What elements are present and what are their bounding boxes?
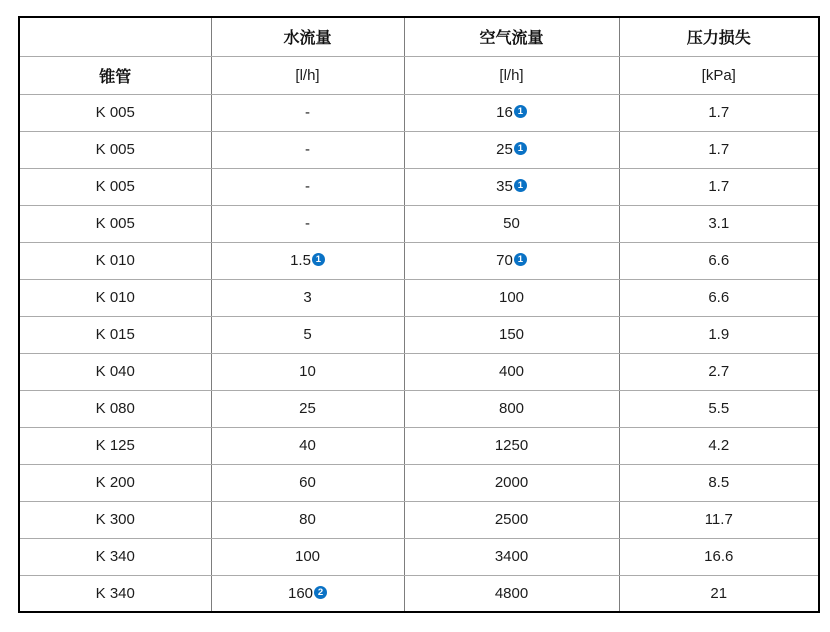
cell-cone xyxy=(19,316,211,353)
pressure-loss-value: 5.5 xyxy=(708,400,730,417)
cell-water-flow xyxy=(211,353,404,390)
header-blank-cell xyxy=(19,17,211,56)
cone-value: K 015 xyxy=(95,326,135,343)
air-flow-value: 70 xyxy=(496,252,513,269)
table-row xyxy=(19,464,819,501)
cell-air-flow xyxy=(404,131,619,168)
cell-water-flow xyxy=(211,427,404,464)
water-flow-value: 5 xyxy=(303,326,312,343)
table-row xyxy=(19,94,819,131)
water-flow-value: 1.5 xyxy=(290,252,311,269)
header-row-labels xyxy=(19,17,819,56)
cell-cone xyxy=(19,501,211,538)
header-loss-unit: [kPa] xyxy=(619,56,819,94)
cell-air-flow xyxy=(404,242,619,279)
cell-pressure-loss xyxy=(619,353,819,390)
header-water-flow: 水流量 xyxy=(211,17,404,56)
cell-pressure-loss xyxy=(619,205,819,242)
air-flow-value: 1250 xyxy=(494,437,529,454)
cone-value: K 005 xyxy=(95,178,135,195)
cell-pressure-loss xyxy=(619,131,819,168)
cell-pressure-loss xyxy=(619,242,819,279)
cell-air-flow xyxy=(404,353,619,390)
pressure-loss-value: 1.7 xyxy=(708,104,730,121)
cell-air-flow xyxy=(404,316,619,353)
water-flow-value: 10 xyxy=(299,363,316,380)
cell-water-flow xyxy=(211,94,404,131)
cell-water-flow xyxy=(211,242,404,279)
table-row xyxy=(19,538,819,575)
pressure-loss-value: 8.5 xyxy=(708,474,730,491)
cell-water-flow xyxy=(211,390,404,427)
cell-water-flow xyxy=(211,464,404,501)
pressure-loss-value: 2.7 xyxy=(708,363,730,380)
header-air-flow: 空气流量 xyxy=(404,17,619,56)
cell-air-flow xyxy=(404,390,619,427)
water-flow-value: 60 xyxy=(299,474,316,491)
cell-water-flow xyxy=(211,538,404,575)
cell-air-flow xyxy=(404,168,619,205)
air-flow-value: 2000 xyxy=(494,474,529,491)
pressure-loss-value: 1.7 xyxy=(708,141,730,158)
cell-cone xyxy=(19,390,211,427)
water-flow-value: - xyxy=(305,215,310,232)
cone-value: K 300 xyxy=(95,511,135,528)
pressure-loss-value: 21 xyxy=(710,584,728,602)
header-water-unit: [l/h] xyxy=(211,56,404,94)
table-row xyxy=(19,501,819,538)
water-flow-value: 100 xyxy=(294,548,321,565)
cone-value: K 340 xyxy=(95,584,135,602)
cone-value: K 010 xyxy=(95,252,135,269)
water-flow-value: 160 xyxy=(287,584,314,602)
cone-value: K 005 xyxy=(95,104,135,121)
cell-water-flow xyxy=(211,316,404,353)
cell-air-flow xyxy=(404,205,619,242)
water-flow-value: - xyxy=(305,178,310,195)
pressure-loss-value: 4.2 xyxy=(708,437,730,454)
cell-water-flow xyxy=(211,168,404,205)
cell-pressure-loss xyxy=(619,390,819,427)
cell-air-flow xyxy=(404,575,619,612)
air-flow-value: 16 xyxy=(496,104,513,121)
air-flow-value: 3400 xyxy=(494,548,529,565)
footnote-badge-icon: 1 xyxy=(514,179,527,192)
cone-value: K 005 xyxy=(95,141,135,158)
cell-cone xyxy=(19,242,211,279)
cone-value: K 005 xyxy=(95,215,135,232)
table-row xyxy=(19,316,819,353)
cell-air-flow xyxy=(404,279,619,316)
cell-water-flow xyxy=(211,131,404,168)
cell-cone xyxy=(19,168,211,205)
pressure-loss-value: 1.7 xyxy=(708,178,730,195)
table-row xyxy=(19,279,819,316)
cell-cone xyxy=(19,538,211,575)
table-row xyxy=(19,353,819,390)
footnote-badge-icon: 1 xyxy=(312,253,325,266)
cone-value: K 200 xyxy=(95,474,135,491)
cone-value: K 080 xyxy=(95,400,135,417)
cell-water-flow xyxy=(211,205,404,242)
footnote-badge-icon: 2 xyxy=(314,586,327,599)
pressure-loss-value: 6.6 xyxy=(708,289,730,306)
air-flow-value: 100 xyxy=(498,289,525,306)
air-flow-value: 35 xyxy=(496,178,513,195)
pressure-loss-value: 6.6 xyxy=(708,252,730,269)
header-row-units xyxy=(19,56,819,94)
air-flow-value: 400 xyxy=(498,363,525,380)
water-flow-value: - xyxy=(305,141,310,158)
air-flow-value: 50 xyxy=(503,215,520,232)
table-row xyxy=(19,427,819,464)
air-flow-value: 25 xyxy=(496,141,513,158)
footnote-badge-icon: 1 xyxy=(514,253,527,266)
water-flow-value: 3 xyxy=(303,289,312,306)
cone-value: K 040 xyxy=(95,363,135,380)
pressure-loss-value: 3.1 xyxy=(708,215,730,232)
flow-spec-table xyxy=(18,16,820,613)
cell-air-flow xyxy=(404,427,619,464)
water-flow-value: 25 xyxy=(299,400,316,417)
cell-cone xyxy=(19,94,211,131)
cell-cone xyxy=(19,353,211,390)
cell-air-flow xyxy=(404,501,619,538)
cell-pressure-loss xyxy=(619,168,819,205)
header-cone-tube: 锥管 xyxy=(19,56,211,94)
header-air-unit: [l/h] xyxy=(404,56,619,94)
cell-pressure-loss xyxy=(619,94,819,131)
cell-cone xyxy=(19,575,211,612)
water-flow-value: 40 xyxy=(299,437,316,454)
table-row xyxy=(19,205,819,242)
cell-pressure-loss xyxy=(619,427,819,464)
cell-air-flow xyxy=(404,94,619,131)
cell-pressure-loss xyxy=(619,575,819,612)
cone-value: K 340 xyxy=(95,548,135,565)
air-flow-value: 150 xyxy=(498,326,525,343)
table-row xyxy=(19,168,819,205)
cell-cone xyxy=(19,279,211,316)
cell-cone xyxy=(19,131,211,168)
table-row xyxy=(19,242,819,279)
table-row xyxy=(19,131,819,168)
cone-value: K 010 xyxy=(95,289,135,306)
cell-water-flow xyxy=(211,279,404,316)
air-flow-value: 4800 xyxy=(494,584,529,602)
air-flow-value: 800 xyxy=(498,400,525,417)
water-flow-value: - xyxy=(305,104,310,121)
footnote-badge-icon: 1 xyxy=(514,142,527,155)
table-row xyxy=(19,575,819,612)
cell-pressure-loss xyxy=(619,501,819,538)
header-pressure-loss: 压力损失 xyxy=(619,17,819,56)
cone-value: K 125 xyxy=(95,437,135,454)
pressure-loss-value: 11.7 xyxy=(704,511,733,528)
cell-pressure-loss xyxy=(619,279,819,316)
water-flow-value: 80 xyxy=(299,511,316,528)
pressure-loss-value: 16.6 xyxy=(704,548,734,565)
cell-water-flow xyxy=(211,501,404,538)
cell-water-flow xyxy=(211,575,404,612)
cell-air-flow xyxy=(404,538,619,575)
cell-pressure-loss xyxy=(619,538,819,575)
cell-cone xyxy=(19,205,211,242)
cell-cone xyxy=(19,464,211,501)
cell-air-flow xyxy=(404,464,619,501)
cell-pressure-loss xyxy=(619,316,819,353)
table-row xyxy=(19,390,819,427)
cell-cone xyxy=(19,427,211,464)
cell-pressure-loss xyxy=(619,464,819,501)
air-flow-value: 2500 xyxy=(494,511,529,528)
pressure-loss-value: 1.9 xyxy=(708,326,730,343)
footnote-badge-icon: 1 xyxy=(514,105,527,118)
